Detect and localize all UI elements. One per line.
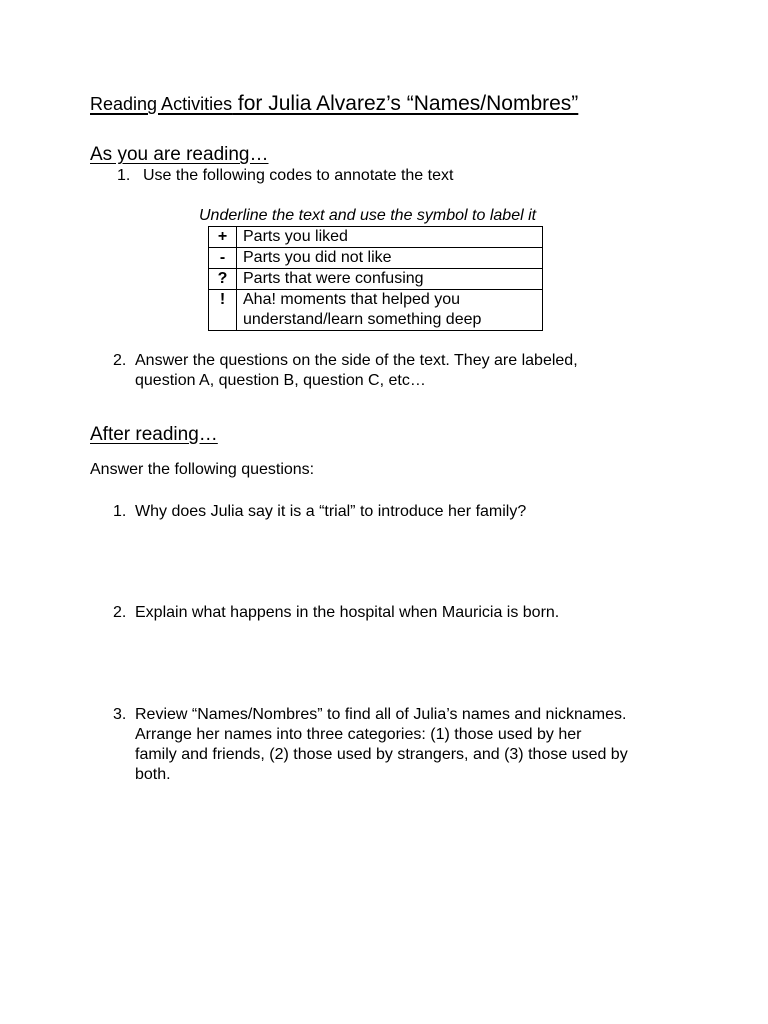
question-number: 2. [113,604,127,621]
question-1 [113,502,526,522]
code-meaning-line: understand/learn something deep [243,311,482,328]
section-heading-during: As you are reading… [90,144,269,165]
questions-intro: Answer the following questions: [90,461,315,478]
title-main: for Julia Alvarez’s “Names/Nombres” [232,92,579,115]
codes-caption: Underline the text and use the symbol to label it [199,207,537,224]
question-2 [113,603,559,623]
question-number: 3. [113,706,127,723]
question-text-line: both. [135,766,171,783]
code-symbol: ? [209,269,237,290]
code-meaning [237,290,543,331]
question-number: 1. [113,503,127,520]
code-meaning: Parts that were confusing [237,269,543,290]
question-text: Explain what happens in the hospital when Mauricia is born. [135,604,560,621]
table-row [209,269,543,290]
annotation-codes-table [208,226,543,331]
step-2 [113,351,578,371]
step-2-line-2: question A, question B, question C, etc… [135,372,426,389]
title-prefix: Reading Activities [90,94,233,114]
step-1-text: Use the following codes to annotate the text [143,167,454,184]
step-2-number: 2. [113,352,127,369]
step-1-number: 1. [117,167,131,184]
table-row [209,227,543,248]
code-meaning: Parts you did not like [237,248,543,269]
step-1 [117,166,453,186]
table-row [209,248,543,269]
code-symbol: + [209,227,237,248]
question-text-line: Arrange her names into three categories: (1) those used by her [135,726,582,743]
table-row [209,290,543,331]
code-meaning-line: Aha! moments that helped you [243,291,461,308]
document-title [90,92,578,116]
code-symbol: - [209,248,237,269]
section-heading-after: After reading… [90,424,218,445]
question-text-line: family and friends, (2) those used by strangers, and (3) those used by [135,746,628,763]
question-text: Why does Julia say it is a “trial” to introduce her family? [135,503,527,520]
code-symbol: ! [209,290,237,331]
step-2-line-1: Answer the questions on the side of the text. They are labeled, [135,352,578,369]
code-meaning: Parts you liked [237,227,543,248]
question-3 [113,705,626,725]
question-text-line: Review “Names/Nombres” to find all of Julia’s names and nicknames. [135,706,627,723]
